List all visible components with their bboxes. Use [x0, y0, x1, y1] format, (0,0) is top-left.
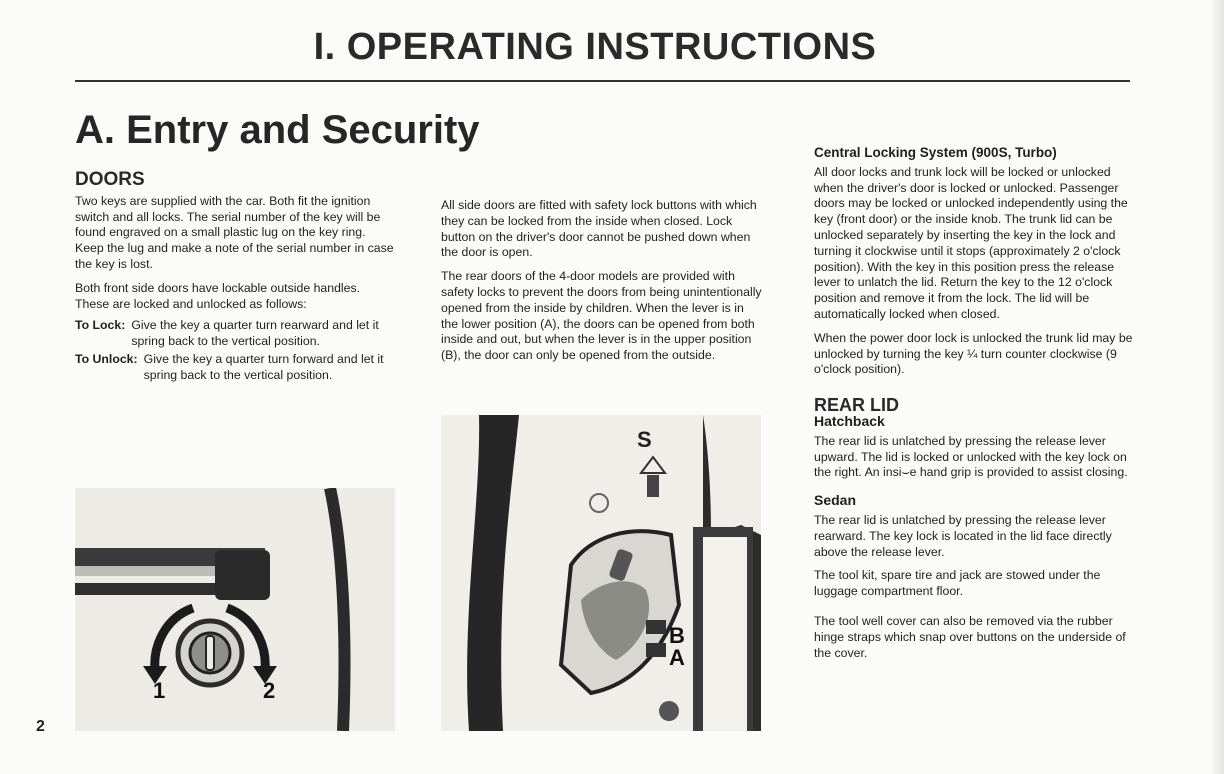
- figure-label-1: 1: [153, 678, 166, 703]
- figure-label-2: 2: [263, 678, 276, 703]
- child-lock-photo: [441, 415, 761, 731]
- to-lock-term: To Lock:: [75, 318, 126, 333]
- trunk-unlock-paragraph: When the power door lock is unlocked the trunk lid may be unlocked by turning the key ¼ turn counter clockwise (9 o'clock position).: [814, 330, 1133, 377]
- title-divider: [75, 80, 1130, 82]
- locking-rear-lid-column: [814, 145, 1136, 669]
- safety-lock-buttons-paragraph: All side doors are fitted with safety lock buttons with which they can be locked from the inside when closed. Lock button on the driver's door cannot be pushed down when the door is open.: [441, 198, 757, 260]
- doors-column: [75, 169, 397, 386]
- svg-text:S: S: [637, 427, 652, 452]
- hatchback-paragraph: The rear lid is unlatched by pressing the release lever upward. The lid is locked or unlocked with the key lock on the right. An insi⌣e hand grip is provided to assist closing.: [814, 433, 1128, 480]
- central-locking-paragraph: All door locks and trunk lock will be locked or unlocked when the driver's door is locked or unlocked. Passenger doors may be locked or unlocked independently using the key (front door) or the inside knob. The trunk lid can be unlocked separately by inserting the key in the lock and turning it clockwise until it stops (approximately 2 o'clock position). With the key in this position press the release lever to unlatch the lid. Return the key to the 12 o'clock position and remove it from the lock. The lid will be automatically locked when closed.: [814, 164, 1128, 321]
- to-unlock-definition: [75, 352, 397, 384]
- page-number: 2: [36, 718, 45, 735]
- safety-locks-column: [441, 198, 763, 372]
- child-safety-locks-paragraph: The rear doors of the 4-door models are provided with safety locks to prevent the doors from being unintentionally opened from the inside by children. When the lever is in the lower position (A), the doors can be opened from both inside and out, but when the lever is in the upper position (B), the door can only be opened from the outside.: [441, 269, 762, 363]
- tool-kit-paragraph: The tool kit, spare tire and jack are stowed under the luggage compartment floor.: [814, 568, 1101, 599]
- to-lock-definition: [75, 318, 397, 350]
- page-edge-shadow: [1210, 0, 1224, 774]
- tool-well-cover-paragraph: The tool well cover can also be removed via the rubber hinge straps which snap over buttons on the underside of the cover.: [814, 613, 1126, 660]
- sedan-release-paragraph: The rear lid is unlatched by pressing the release lever rearward. The key lock is located in the lid face directly above the release lever.: [814, 512, 1112, 559]
- door-lock-photo: [75, 488, 395, 731]
- sedan-heading: Sedan: [814, 492, 857, 509]
- section-heading: A. Entry and Security: [75, 108, 480, 152]
- central-locking-heading: Central Locking System (900S, Turbo): [814, 145, 1057, 160]
- figure-label-a: A: [669, 645, 685, 670]
- lock-unlock-intro: These are locked and unlocked as follows:: [75, 296, 307, 311]
- doors-heading: DOORS: [75, 169, 145, 190]
- to-lock-description: Give the key a quarter turn rearward and let it spring back to the vertical position.: [131, 318, 379, 349]
- page-title: I. OPERATING INSTRUCTIONS: [313, 26, 877, 68]
- hatchback-heading: Hatchback: [814, 412, 885, 429]
- lockable-handles-paragraph: Both front side doors have lockable outside handles.: [75, 280, 361, 295]
- rear-lid-heading: REAR LID: [814, 395, 899, 416]
- to-unlock-description: Give the key a quarter turn forward and let it spring back to the vertical position.: [143, 351, 384, 382]
- keys-paragraph: Two keys are supplied with the car. Both fit the ignition switch and all locks. The serial number of the key will be found engraved on a small plastic lug on the key ring. Keep the lug and make a note of the serial number in case the key is lost.: [75, 193, 394, 271]
- figure-label-b: B: [669, 623, 685, 648]
- to-unlock-term: To Unlock:: [75, 351, 138, 366]
